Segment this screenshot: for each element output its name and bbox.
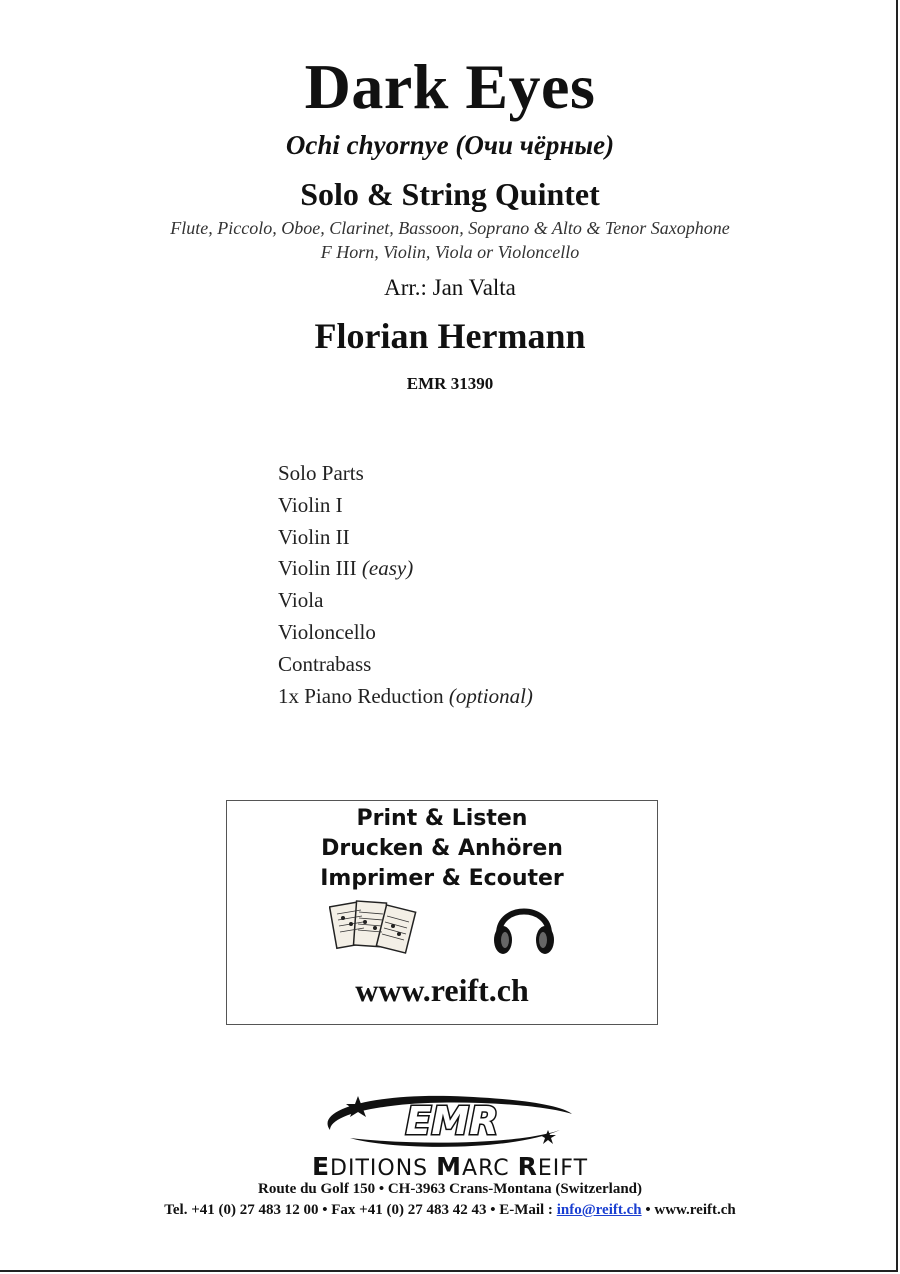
promo-line-french: Imprimer & Ecouter [320, 866, 564, 891]
part-name: Violin II [278, 524, 350, 549]
promo-url: www.reift.ch [355, 972, 529, 1008]
part-note: (easy) [361, 556, 414, 581]
part-item [278, 490, 533, 522]
headphones-icon [489, 896, 559, 960]
composer: Florian Hermann [314, 316, 586, 356]
subtitle: Ochi chyornye (Очи чёрные) [285, 130, 615, 160]
part-item [278, 681, 533, 713]
instrument-list [0, 216, 900, 264]
catalog-number: EMR 31390 [406, 374, 494, 393]
sheet-music-icon [329, 898, 421, 964]
print-listen-box [226, 800, 658, 1025]
emr-logo [310, 1090, 590, 1154]
contact-website: • www.reift.ch [641, 1202, 736, 1218]
part-name: Violin I [278, 492, 343, 517]
part-item [278, 617, 533, 649]
contact-phone-fax: Tel. +41 (0) 27 483 12 00 • Fax +41 (0) 27 483 42 43 • E-Mail : [164, 1202, 557, 1218]
part-item [278, 553, 533, 585]
publisher-name: EDITIONS MARC REIFT [311, 1152, 589, 1181]
instrument-line-2: F Horn, Violin, Viola or Violoncello [320, 242, 580, 262]
part-item [278, 458, 533, 490]
publisher-contact [0, 1202, 900, 1219]
parts-list [278, 458, 533, 712]
emr-logo-text: EMR [405, 1099, 499, 1143]
instrument-line-1: Flute, Piccolo, Oboe, Clarinet, Bassoon, Soprano & Alto & Tenor Saxophone [170, 218, 730, 238]
page-title: Dark Eyes [304, 51, 596, 122]
part-name: 1x Piano Reduction [278, 683, 444, 708]
part-name: Viola [278, 588, 324, 613]
ensemble-heading: Solo & String Quintet [300, 176, 600, 212]
promo-line-german: Drucken & Anhören [321, 836, 563, 861]
part-name: Violoncello [278, 619, 376, 644]
part-item [278, 585, 533, 617]
publisher-address: Route du Golf 150 • CH-3963 Crans-Montana (Switzerland) [258, 1181, 642, 1197]
email-link[interactable]: info@reift.ch [556, 1202, 642, 1218]
arranger: Arr.: Jan Valta [384, 275, 516, 300]
part-name: Solo Parts [278, 461, 364, 485]
part-item [278, 649, 533, 681]
promo-line-english: Print & Listen [356, 806, 528, 831]
part-item [278, 522, 533, 554]
part-note: (optional) [448, 683, 533, 708]
part-name: Contrabass [278, 651, 372, 676]
part-name: Violin III [278, 556, 357, 581]
